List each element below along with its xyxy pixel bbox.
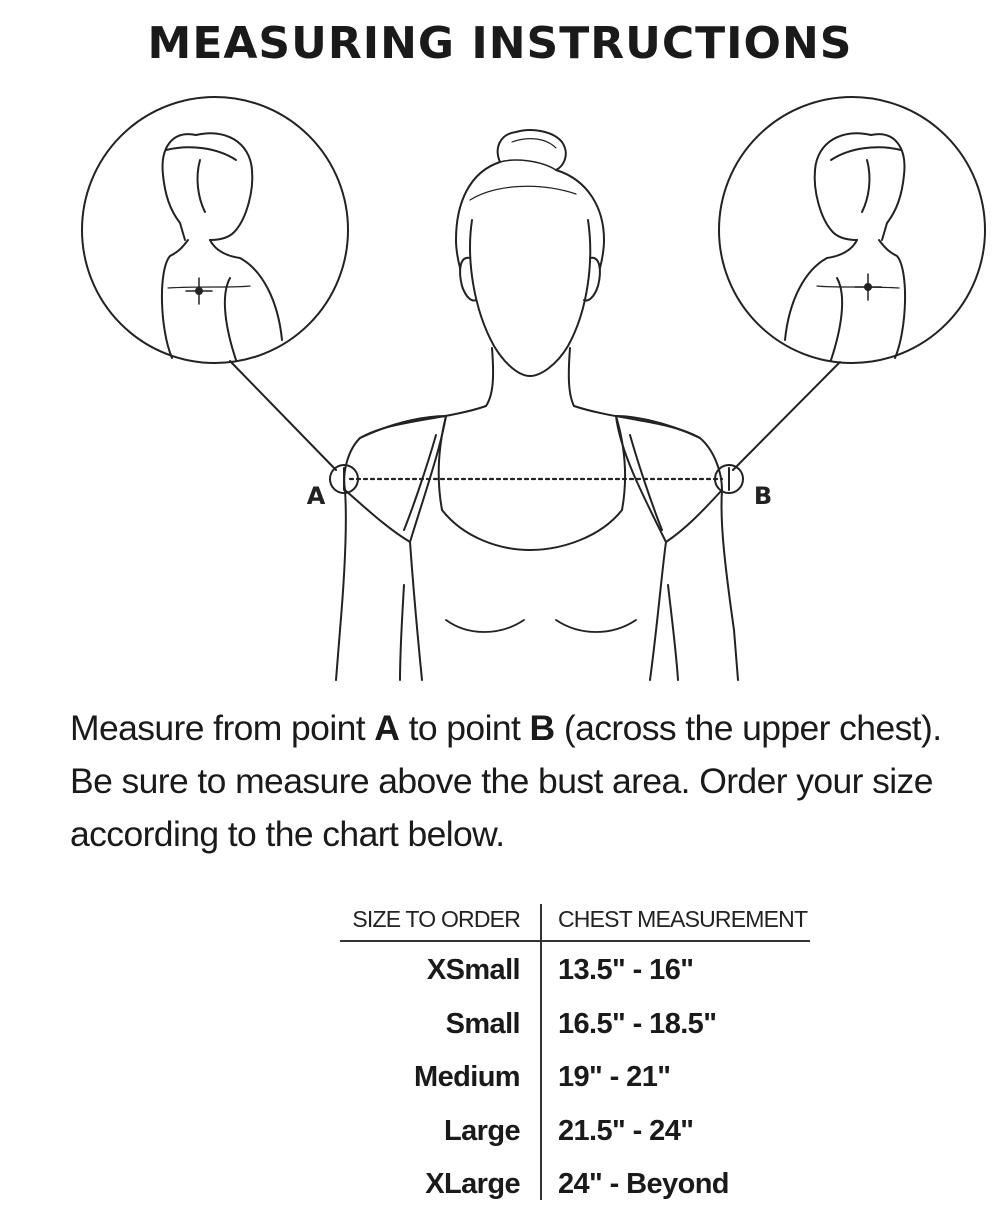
instructions-line-3: according to the chart below.	[70, 814, 505, 854]
size-cell: XSmall	[426, 954, 520, 986]
instructions-line-2: Be sure to measure above the bust area. Order your size	[70, 761, 933, 801]
table-row	[340, 942, 810, 996]
leader-line-a	[230, 361, 336, 470]
left-shoulder-inset	[82, 97, 348, 363]
table-header	[340, 900, 810, 942]
size-cell: Large	[444, 1114, 520, 1147]
point-b-label: B	[753, 482, 773, 510]
instructions-line-1: Measure from point A to point B (across the upper chest).	[70, 708, 942, 748]
size-cell: XLarge	[425, 1168, 520, 1200]
instructions-text	[70, 702, 980, 861]
right-shoulder-inset	[719, 97, 985, 363]
point-b-ref: B	[529, 708, 555, 748]
point-a-ref: A	[374, 708, 400, 748]
measuring-diagram	[0, 90, 1000, 690]
point-b-marker	[715, 465, 743, 493]
chest-cell: 24" - Beyond	[558, 1168, 729, 1200]
page-title: MEASURING INSTRUCTIONS	[147, 18, 853, 69]
header-chest-measurement: CHEST MEASUREMENT	[558, 906, 808, 932]
leader-line-b	[733, 362, 840, 470]
table-row	[340, 1049, 810, 1103]
size-chart-table	[340, 900, 810, 1210]
table-row	[340, 1103, 810, 1157]
table-row	[340, 996, 810, 1050]
chest-cell: 21.5" - 24"	[558, 1114, 694, 1147]
chest-cell: 13.5" - 16"	[558, 954, 694, 986]
size-cell: Small	[445, 1007, 520, 1040]
point-a-label: A	[306, 482, 326, 510]
table-row	[340, 1156, 810, 1210]
header-size-to-order: SIZE TO ORDER	[352, 906, 520, 932]
front-figure	[336, 130, 738, 680]
chest-cell: 16.5" - 18.5"	[558, 1007, 717, 1040]
size-cell: Medium	[414, 1061, 520, 1093]
chest-cell: 19" - 21"	[558, 1061, 671, 1093]
